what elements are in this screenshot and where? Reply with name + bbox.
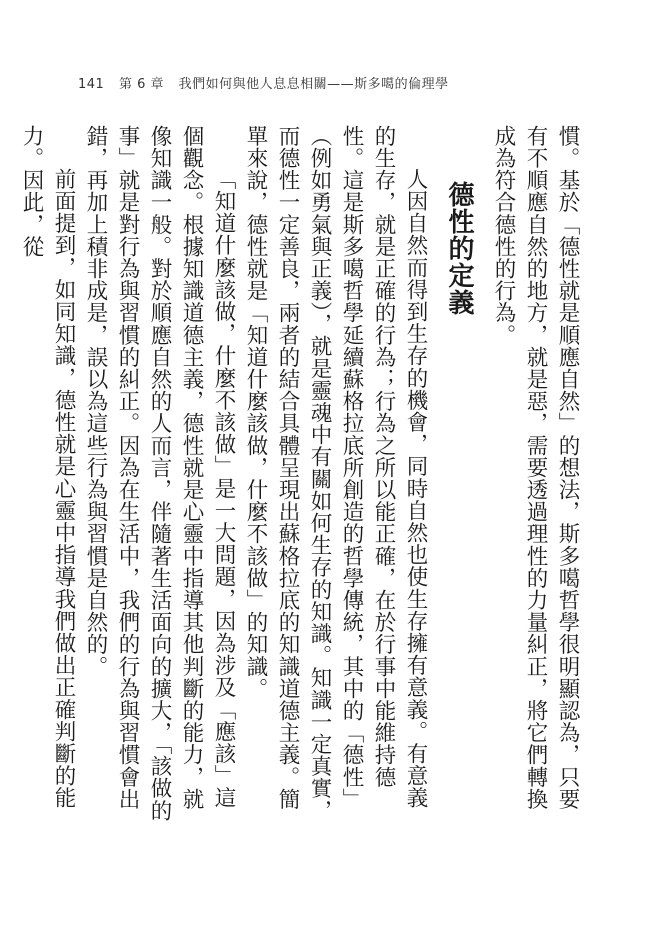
paragraph-continued: 慣。基於「德性就是順應自然」的想法，斯多噶哲學很明顯認為，只要有不順應自然的地方，就是惡，需要透過理性的力量糾正，將它們轉換成為符合德性的行為。 bbox=[491, 125, 580, 811]
running-head bbox=[78, 73, 459, 92]
body-text bbox=[19, 125, 583, 830]
page-number: 141 bbox=[78, 77, 105, 92]
paragraph: 前面提到，如同知識，德性就是心靈中指導我們做出正確判斷的能力。因此，從 bbox=[19, 125, 76, 809]
chapter-label: 第 6 章 bbox=[118, 77, 165, 92]
paragraph: 人因自然而得到生存的機會，同時自然也使生存擁有意義。有意義的生存，就是正確的行為；行為之所以能正確，在於行事中能維持德性。這是斯多噶哲學延續蘇格拉底所創造的哲學傳統，其中的「德性」（例如勇氣與正義），就是靈魂中有關如何生存的知識。知識一定真實，而德性一定善良，兩者的結合具體呈現出蘇格拉底的知識道德主義。簡單來說，德性就是「知道什麼該做，什麼不該做」的知識。 bbox=[243, 125, 428, 822]
paragraph: 「知道什麼該做，什麼不該做」是一大問題，因為涉及「應該」這個觀念。根據知識道德主義，德性就是心靈中指導其他判斷的能力，就像知識一般。對於順應自然的人而言，伴隨著生活面向的擴大，「該做的事」就是對行為與習慣的糾正。因為在生活中，我們的行為與習慣會出錯，再加上積非成是，誤以為這些行為與習慣是自然的。 bbox=[83, 125, 236, 822]
chapter-title: 我們如何與他人息息相關——斯多噶的倫理學 bbox=[178, 77, 449, 92]
section-heading: 德性的定義 bbox=[444, 181, 474, 316]
